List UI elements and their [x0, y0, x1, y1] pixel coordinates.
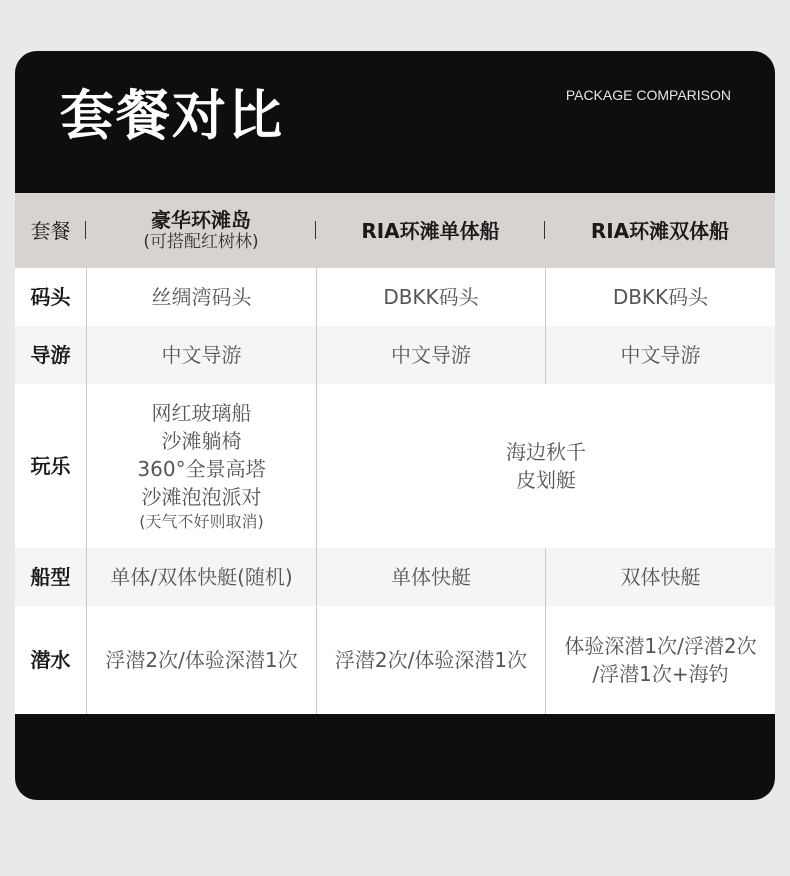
table-cell [86, 384, 316, 548]
row-label-boat: 船型 [30, 565, 71, 589]
table-cell: DBKK码头 [545, 268, 775, 326]
header-ria-double: RIA环滩双体船 [590, 218, 730, 243]
table-cell-merged [316, 384, 775, 548]
header-divider [315, 221, 316, 239]
row-label-pier: 码头 [30, 285, 71, 309]
table-cell: 单体快艇 [316, 548, 545, 606]
header-divider [85, 221, 86, 239]
header-luxury-island-sublabel: (可搭配红树林) [143, 231, 259, 252]
table-cell: 浮潜2次/体验深潜1次 [86, 606, 316, 714]
table-cell: 中文导游 [316, 326, 545, 384]
comparison-table [15, 193, 775, 714]
table-cell: 中文导游 [545, 326, 775, 384]
fun-item: 沙滩泡泡派对 [141, 485, 262, 509]
row-label-guide: 导游 [30, 343, 71, 367]
header-package: 套餐 [30, 218, 71, 243]
table-row-guide [15, 326, 775, 384]
table-row-fun [15, 384, 775, 548]
header-divider [544, 221, 545, 239]
header-luxury-island [86, 193, 316, 268]
fun-note: (天气不好则取消) [139, 512, 264, 531]
header-ria-single: RIA环滩单体船 [361, 218, 500, 243]
table-cell: 丝绸湾码头 [86, 268, 316, 326]
table-cell: DBKK码头 [316, 268, 545, 326]
table-cell [545, 606, 775, 714]
table-cell: 单体/双体快艇(随机) [86, 548, 316, 606]
fun-item: 沙滩躺椅 [161, 429, 242, 453]
table-cell: 浮潜2次/体验深潜1次 [316, 606, 545, 714]
dive-line: 体验深潜1次/浮潜2次 [564, 634, 757, 658]
header-luxury-island-label: 豪华环滩岛 [151, 207, 251, 232]
table-row-dive [15, 606, 775, 714]
fun-item: 海边秋千 [506, 440, 586, 464]
row-label-dive: 潜水 [30, 648, 71, 672]
page-title: 套餐对比 [60, 84, 284, 147]
fun-item: 皮划艇 [516, 468, 576, 492]
fun-item: 网红玻璃船 [151, 401, 252, 425]
table-row-pier [15, 268, 775, 326]
dive-line: /浮潜1次+海钓 [592, 662, 729, 686]
comparison-card [15, 51, 775, 800]
page-subtitle: PACKAGE COMPARISON [565, 87, 731, 103]
table-cell: 双体快艇 [545, 548, 775, 606]
table-cell: 中文导游 [86, 326, 316, 384]
table-row-boat [15, 548, 775, 606]
row-label-fun: 玩乐 [30, 454, 71, 478]
fun-item: 360°全景高塔 [137, 457, 266, 481]
table-header-row [15, 193, 775, 268]
